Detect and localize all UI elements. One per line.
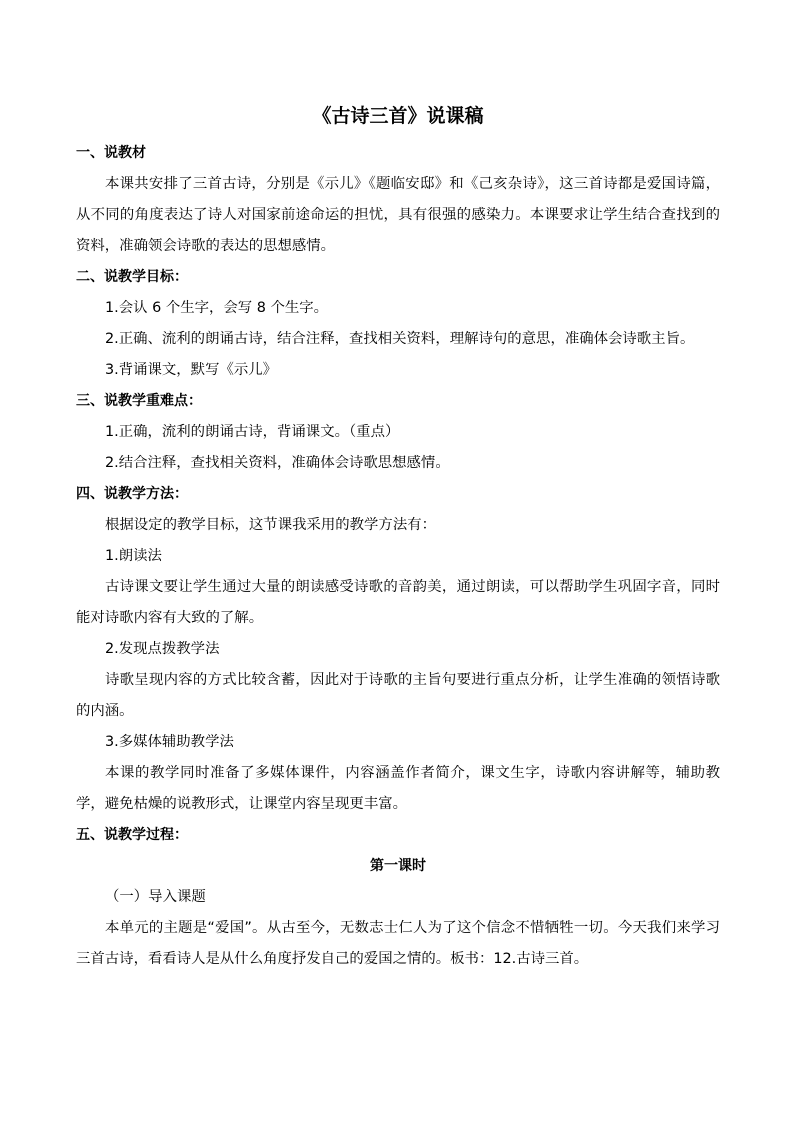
goal-item-1: 1.会认 6 个生字，会写 8 个生字。 bbox=[105, 300, 329, 316]
method-3-title: 3.多媒体辅助教学法 bbox=[105, 734, 234, 750]
goal-item-3: 3.背诵课文，默写《示儿》 bbox=[105, 362, 278, 378]
key-point-item-2: 2.结合注释，查找相关资料，准确体会诗歌思想感情。 bbox=[105, 455, 450, 471]
section-heading-teaching-methods: 四、说教学方法： bbox=[76, 486, 188, 502]
step-1-title: （一）导入课题 bbox=[105, 889, 206, 905]
method-1-text: 古诗课文要让学生通过大量的朗读感受诗歌的音韵美，通过朗读，可以帮助学生巩固字音，同时能对诗歌内容有大致的了解。 bbox=[76, 579, 720, 626]
goal-item-2: 2.正确、流利的朗诵古诗，结合注释，查找相关资料，理解诗句的意思，准确体会诗歌主旨。 bbox=[105, 331, 695, 347]
lesson-heading: 第一课时 bbox=[370, 858, 426, 874]
method-2-text: 诗歌呈现内容的方式比较含蓄，因此对于诗歌的主旨句要进行重点分析，让学生准确的领悟诗歌的内涵。 bbox=[76, 672, 720, 719]
method-3-text: 本课的教学同时准备了多媒体课件，内容涵盖作者简介，课文生字，诗歌内容讲解等，辅助教学，避免枯燥的说教形式，让课堂内容呈现更丰富。 bbox=[76, 765, 720, 812]
section-heading-teaching-material: 一、说教材 bbox=[76, 145, 146, 161]
section-heading-teaching-goals: 二、说教学目标： bbox=[76, 269, 188, 285]
section-heading-key-points: 三、说教学重难点： bbox=[76, 393, 202, 409]
paragraph-teaching-material: 本课共安排了三首古诗，分别是《示儿》《题临安邸》和《己亥杂诗》，这三首诗都是爱国诗篇，从不同的角度表达了诗人对国家前途命运的担忧，具有很强的感染力。本课要求让学生结合查找到的资料，准确领会诗歌的表达的思想感情。 bbox=[76, 176, 720, 254]
methods-intro: 根据设定的教学目标，这节课我采用的教学方法有： bbox=[105, 517, 436, 533]
step-1-text: 本单元的主题是“爱国”。从古至今，无数志士仁人为了这个信念不惜牺牲一切。今天我们来学习三首古诗，看看诗人是从什么角度抒发自己的爱国之情的。板书：12.古诗三首。 bbox=[76, 920, 720, 967]
key-point-item-1: 1.正确，流利的朗诵古诗，背诵课文。（重点） bbox=[105, 424, 400, 440]
document-page bbox=[76, 100, 720, 975]
method-2-title: 2.发现点拨教学法 bbox=[105, 641, 220, 657]
method-1-title: 1.朗读法 bbox=[105, 548, 162, 564]
document-title: 《古诗三首》说课稿 bbox=[312, 105, 484, 127]
section-heading-teaching-process: 五、说教学过程： bbox=[76, 827, 188, 843]
